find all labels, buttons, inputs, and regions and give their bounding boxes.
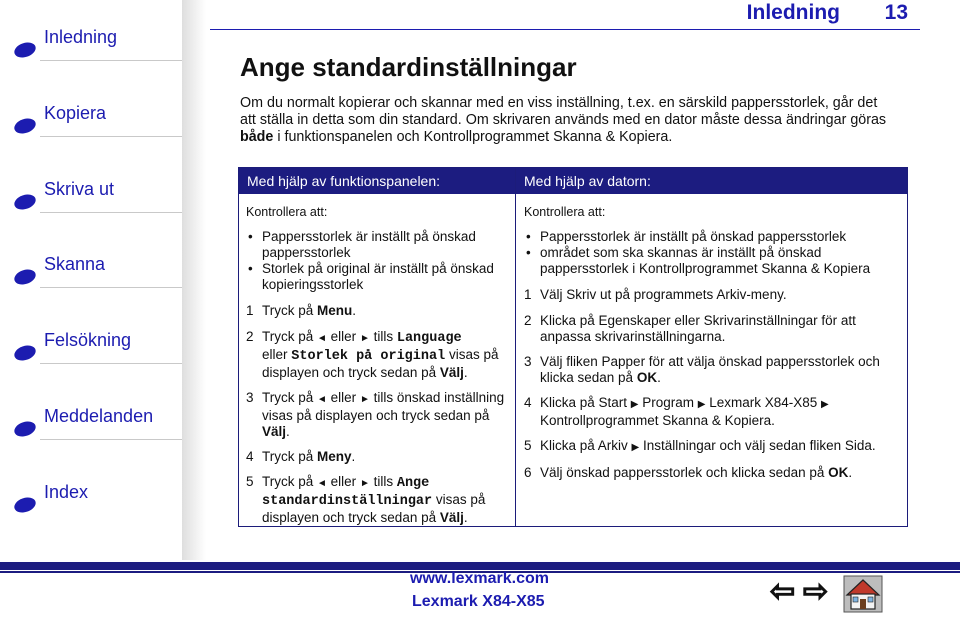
column-divider	[515, 168, 516, 526]
bullet-icon	[12, 495, 37, 515]
sidebar-item-skriva-ut[interactable]: Skriva ut	[14, 179, 182, 219]
intro-paragraph: Om du normalt kopierar och skannar med en viss inställning, t.ex. en särskild pappersstorlek, går det att ställa in detta som din standard. Om skrivaren används med en dator måste dessa ändringar göras både i funktionspanelen och Kontrollprogrammet Skanna & Kopiera.	[240, 95, 887, 145]
bullet-icon	[12, 116, 37, 136]
step-4: 4 Klicka på Start ▶ Program ▶ Lexmark X84-X85 ▶ Kontrollprogrammet Skanna & Kopiera.	[524, 395, 829, 428]
list-item: • området som ska skannas är inställt på önskad pappersstorlek i Kontrollprogrammet Skanna & Kopiera	[524, 245, 899, 277]
menu-arrow-icon: ▶	[821, 399, 829, 410]
left-triangle-icon: ◄	[317, 394, 327, 405]
sidebar-item-meddelanden[interactable]: Meddelanden	[14, 406, 182, 446]
next-arrow-icon[interactable]: ⇨	[803, 575, 829, 608]
right-triangle-icon: ►	[359, 394, 370, 405]
step-1: 1 Välj Skriv ut på programmets Arkiv-meny.	[524, 287, 787, 302]
instructions-table	[238, 167, 908, 527]
left-column: Kontrollera att: • Pappersstorlek är inställt på önskad pappersstorlek • Storlek på original är inställt på önskad kopieringsstorlek 1 Tryck på Menu. 2 Tryck på ◄ eller ► tills Language eller Storlek på original visas på displayen och tryck sedan på Välj. 3 Tryck på ◄ eller ► tills önskad inställning visas på displayen och tryck sedan på Välj. 4 Tryck på Meny. 5 Tryck på ◄ eller ► tills Ange standardinställningar visas på displayen och tryck sedan på Välj.	[246, 204, 510, 526]
sidebar-item-skanna[interactable]: Skanna	[14, 254, 182, 294]
left-column-header: Med hjälp av funktionspanelen:	[239, 168, 515, 194]
prev-arrow-icon[interactable]: ⇦	[770, 575, 796, 608]
bullet-icon	[12, 267, 37, 287]
list-item: • Storlek på original är inställt på önskad kopieringsstorlek	[246, 261, 510, 293]
right-triangle-icon: ►	[359, 478, 370, 489]
bullet-icon	[12, 343, 37, 363]
step-5: 5 Klicka på Arkiv ▶ Inställningar och välj sedan fliken Sida.	[524, 438, 876, 453]
page-title: Ange standardinställningar	[240, 52, 577, 82]
menu-arrow-icon: ▶	[631, 442, 640, 453]
bullet-icon	[12, 40, 37, 60]
list-item: • Pappersstorlek är inställt på önskad pappersstorlek	[524, 229, 899, 245]
sidebar-item-felsokning[interactable]: Felsökning	[14, 330, 182, 370]
sidebar	[0, 0, 205, 560]
step-3: 3 Välj fliken Papper för att välja önskad pappersstorlek och klicka sedan på OK.	[524, 354, 880, 385]
right-column-header: Med hjälp av datorn:	[516, 168, 907, 194]
menu-arrow-icon: ▶	[697, 399, 706, 410]
home-icon[interactable]	[843, 575, 883, 613]
step-5: 5 Tryck på ◄ eller ► tills Ange standardinställningar visas på displayen och tryck sedan på Välj.	[246, 474, 486, 525]
step-6: 6 Välj önskad pappersstorlek och klicka sedan på OK.	[524, 465, 853, 480]
page-number: 13	[884, 1, 908, 24]
sidebar-item-inledning[interactable]: Inledning	[14, 27, 182, 67]
list-item: • Pappersstorlek är inställt på önskad pappersstorlek	[246, 229, 510, 261]
footer-url-link[interactable]: www.lexmark.com	[410, 570, 550, 587]
step-3: 3 Tryck på ◄ eller ► tills önskad inställning visas på displayen och tryck sedan på Välj.	[246, 390, 505, 439]
sidebar-item-index[interactable]: Index	[14, 482, 182, 522]
header-section-link[interactable]: Inledning	[746, 1, 840, 24]
header-rule	[210, 29, 920, 30]
step-4: 4 Tryck på Meny.	[246, 449, 356, 464]
menu-arrow-icon: ▶	[630, 399, 639, 410]
left-triangle-icon: ◄	[317, 478, 327, 489]
right-triangle-icon: ►	[359, 333, 370, 344]
sidebar-shadow	[182, 0, 206, 560]
bullet-icon	[12, 192, 37, 212]
step-2: 2 Klicka på Egenskaper eller Skrivarinställningar för att anpassa skrivarinställningarna.	[524, 313, 856, 344]
sidebar-item-kopiera[interactable]: Kopiera	[14, 103, 182, 143]
footer-model: Lexmark X84-X85	[412, 593, 545, 610]
step-2: 2 Tryck på ◄ eller ► tills Language eller Storlek på original visas på displayen och tryck sedan på Välj.	[246, 329, 499, 380]
footer-bar	[0, 562, 960, 570]
step-1: 1 Tryck på Menu.	[246, 303, 357, 318]
right-column: Kontrollera att: • Pappersstorlek är inställt på önskad pappersstorlek • området som ska skannas är inställt på önskad pappersstorlek i Kontrollprogrammet Skanna & Kopiera 1 Välj Skriv ut på programmets Arkiv-meny. 2 Klicka på Egenskaper eller Skrivarinställningar för att anpassa skrivarinställningarna. 3 Välj fliken Papper för att välja önskad pappersstorlek och klicka sedan på OK. 4 Klicka på Start ▶ Program ▶ Lexmark X84-X85 ▶ Kontrollprogrammet Skanna & Kopiera. 5 Klicka på Arkiv ▶ Inställningar och välj sedan fliken Sida. 6 Välj önskad pappersstorlek och klicka sedan på OK.	[524, 204, 899, 481]
bullet-icon	[12, 419, 37, 439]
left-triangle-icon: ◄	[317, 333, 327, 344]
